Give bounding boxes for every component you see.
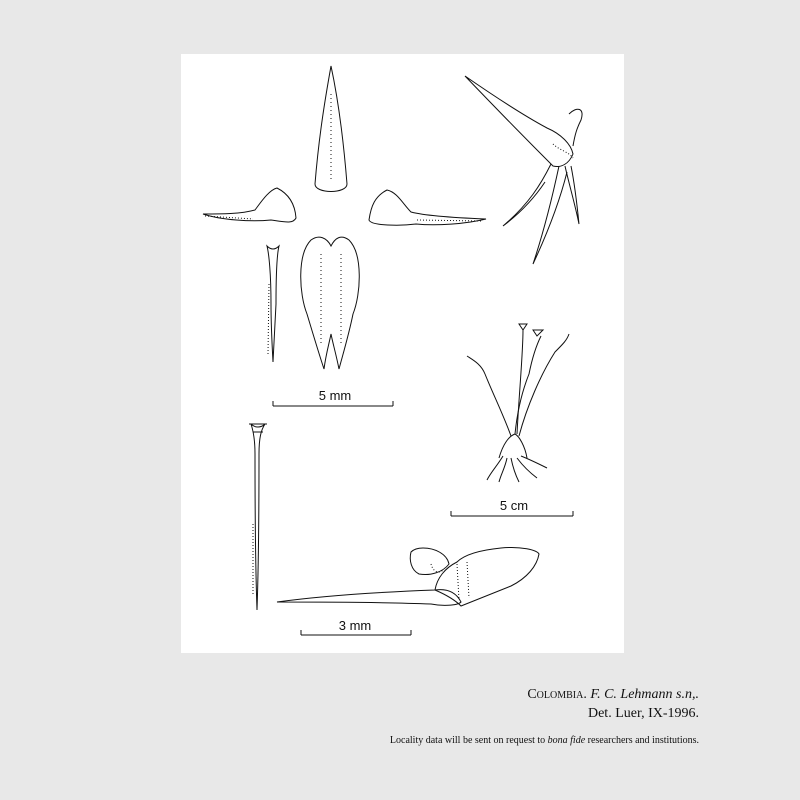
synsepal: [301, 237, 360, 369]
scale-label-5mm: 5 mm: [318, 388, 352, 403]
left-petal: [203, 188, 296, 222]
botanical-plate: [181, 54, 624, 653]
dorsal-sepal: [315, 66, 347, 192]
line-drawing: [181, 54, 624, 653]
collection-caption: [527, 687, 699, 703]
locality-italic: bona fide: [547, 735, 586, 746]
plant-habit: [467, 324, 569, 482]
locality-prefix: Locality data will be sent on request to: [389, 735, 546, 746]
lip-long-detail: [249, 424, 267, 610]
scale-label-3mm: 3 mm: [338, 618, 372, 633]
right-petal: [369, 190, 486, 225]
flower-side-view: [465, 76, 582, 264]
determination-text: Det. Luer, IX-1996.: [587, 706, 699, 721]
country-text: Colombia.: [527, 687, 587, 702]
lip-detail: [267, 246, 279, 362]
collector-text: F. C. Lehmann s.n,.: [590, 687, 699, 702]
column-lip-side-view: [277, 547, 539, 606]
scale-label-5cm: 5 cm: [499, 498, 529, 513]
locality-note: [390, 735, 699, 746]
locality-suffix: researchers and institutions.: [587, 735, 699, 746]
scale-bars: [273, 401, 573, 635]
